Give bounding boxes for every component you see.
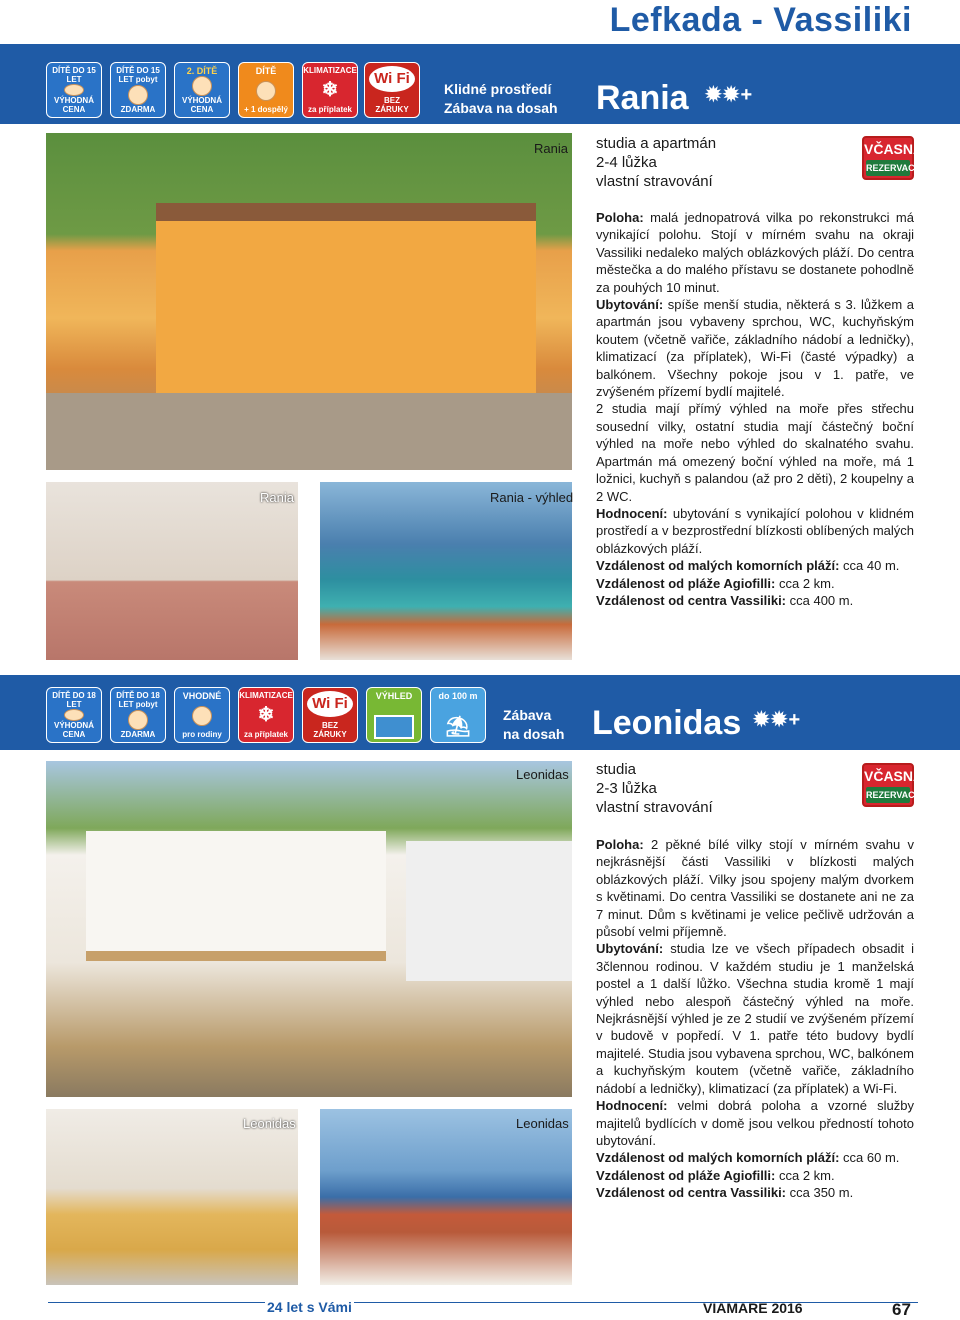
wifi-icon: Wi Fi <box>369 66 415 92</box>
leonidas-caption-main: Leonidas <box>516 767 569 782</box>
rania-caption-main: Rania <box>534 141 568 156</box>
page-title: Lefkada - Vassiliki <box>609 1 912 39</box>
rania-caption-room: Rania <box>260 490 294 505</box>
leonidas-icon-sea-view: VÝHLED <box>366 687 422 743</box>
two-children-icon <box>192 76 212 96</box>
child-adult-icon <box>256 81 276 101</box>
leonidas-desc-ubytovani: Ubytování: studia lze ve všech případech obsadit i 3člennou rodinou. V každém studiu je 1 manželská postel a 1 další lůžko. Všechna studia kromě 1 mají výhled nebo alespoň částečný výhled na moře. Nejkrásnější výhled je ze 2 studií ve zvýšeném přízemí v budově v popředí. V 1. patře této budovy bydlí majitelé. Studia jsou vybavena sprchou, WC, balkónem a kuchyňským koutem (včetně vařiče, základního nádobí a ledničky), klimatizací (za příplatek) a Wi-Fi. <box>596 941 914 1096</box>
beach-umbrella-icon: ⛱ <box>445 716 471 738</box>
page-number: 67 <box>892 1300 911 1319</box>
rania-dist-centre: Vzdálenost od centra Vassiliki: cca 400 m. <box>596 592 854 608</box>
leonidas-icon-child-18-free: DÍTĚ DO 18 LET pobyt ZDARMA <box>110 687 166 743</box>
rania-desc-ubytovani: Ubytování: spíše menší studia, některá s 3. lůžkem a apartmán jsou vybaveny sprchou, WC, kuchyňským koutem (včetně vařiče, základního nádobí a ledničky), klimatizací (za příplatek), Wi-Fi (časté výpadky) a balkónem. Všechny pokoje jsou v 1. patře, ve zvýšeném přízemí bydlí majitelé. <box>596 297 914 400</box>
rania-desc-extra: 2 studia mají přímý výhled na moře přes střechu sousední vilky, ostatní studia mají částečný boční výhled na moře nebo výhled do skalnatého svahu. Apartmán má omezený boční výhled na moře, má 1 ložnici, kuchyň s palandou (až pro 2 děti), 2 koupelny a 2 WC. <box>596 401 914 504</box>
leonidas-hotel-name: Leonidas <box>592 704 742 742</box>
rania-main-photo <box>46 133 572 470</box>
child-face-icon <box>128 85 148 105</box>
footer-brand: VIAMARE 2016 <box>703 1300 803 1316</box>
leonidas-band-text: Zábava na dosah <box>503 707 565 742</box>
footer-slogan: 24 let s Vámi <box>267 1299 352 1315</box>
rania-icon-wifi: Wi Fi BEZ ZÁRUKY <box>364 62 420 118</box>
family-icon <box>192 706 212 726</box>
rania-hotel-name: Rania <box>596 79 689 117</box>
leonidas-caption-room: Leonidas <box>243 1116 296 1131</box>
rania-desc-hodnoceni: Hodnocení: ubytování s vynikající polohou v klidném prostředí a v bezprostřední blízkosti oblíbených malých oblázkových pláží. <box>596 505 914 556</box>
leonidas-desc-hodnoceni: Hodnocení: velmi dobrá poloha a vzorné služby majitelů bydlících v domě jsou velkou předností tohoto ubytování. <box>596 1098 914 1148</box>
leonidas-room-photo <box>46 1109 298 1285</box>
leonidas-dist-centre: Vzdálenost od centra Vassiliki: cca 350 m. <box>596 1185 854 1201</box>
leonidas-icon-wifi: Wi Fi BEZ ZÁRUKY <box>302 687 358 743</box>
leonidas-icon-beach-distance: do 100 m ⛱ <box>430 687 486 743</box>
rania-description <box>596 209 914 609</box>
leonidas-star-rating: ✹✹+ <box>753 709 802 731</box>
leonidas-icon-aircon: KLIMATIZACE ❄ za příplatek <box>238 687 294 743</box>
leonidas-dist-beach: Vzdálenost od malých komorních pláží: cca 60 m. <box>596 1150 900 1166</box>
rania-desc-poloha: Poloha: malá jednopatrová vilka po rekonstrukci má vynikající polohu. Stojí v mírném svahu na okraji Vassiliki nedaleko malých oblázkových pláží. Do centra městečka a do malého přístavu se dostanete pohodlně za pouhých 10 minut. <box>596 210 914 295</box>
child-face-icon <box>128 710 148 730</box>
leonidas-main-photo <box>46 761 572 1097</box>
rania-band-text: Klidné prostředí Zábava na dosah <box>444 81 558 116</box>
leonidas-description <box>596 836 914 1202</box>
rania-icon-second-child: 2. DÍTĚ VÝHODNÁ CENA <box>174 62 230 118</box>
child-face-icon <box>64 709 84 721</box>
sea-view-icon <box>374 715 414 739</box>
leonidas-icon-family: VHODNÉ pro rodiny <box>174 687 230 743</box>
rania-icon-child-15-free: DÍTĚ DO 15 LET pobyt ZDARMA <box>110 62 166 118</box>
rania-dist-agiofilli: Vzdálenost od pláže Agiofilli: cca 2 km. <box>596 575 835 591</box>
leonidas-house2-shape <box>406 841 572 981</box>
rania-view-photo <box>320 482 572 660</box>
snowflake-icon: ❄ <box>321 79 339 101</box>
snowflake-icon: ❄ <box>257 704 275 726</box>
leonidas-early-booking-badge: VČASNÁ REZERVACE <box>862 763 914 807</box>
rania-spec: studia a apartmán 2-4 lůžka vlastní stravování <box>596 135 717 190</box>
rania-icon-child-15-price: DÍTĚ DO 15 LET VÝHODNÁ CENA <box>46 62 102 118</box>
rania-stone-wall <box>46 393 572 470</box>
rania-caption-view: Rania - výhled <box>490 490 574 505</box>
leonidas-dist-agiofilli: Vzdálenost od pláže Agiofilli: cca 2 km. <box>596 1167 835 1183</box>
leonidas-icon-child-18-price: DÍTĚ DO 18 LET VÝHODNÁ CENA <box>46 687 102 743</box>
leonidas-house-shape <box>86 831 386 961</box>
child-face-icon <box>64 84 84 96</box>
rania-icon-child-adult: DÍTĚ + 1 dospělý <box>238 62 294 118</box>
leonidas-desc-poloha: Poloha: 2 pěkné bílé vilky stojí v mírném svahu v nejkrásnější části Vassiliki v blízkosti malých oblázkových pláží. Vilky jsou spojeny malým dvorkem s květinami. Do centra Vassiliki se dostanete ani ne za 7 minut. Dům s květinami je velice pečlivě udržován a působí velmi příjemně. <box>596 837 914 940</box>
rania-early-booking-badge: VČASNÁ REZERVACE <box>862 136 914 180</box>
rania-star-rating: ✹✹+ <box>705 84 754 106</box>
wifi-icon: Wi Fi <box>307 691 353 717</box>
leonidas-view-photo <box>320 1109 572 1285</box>
leonidas-caption-view: Leonidas <box>516 1116 569 1131</box>
rania-room-photo <box>46 482 298 660</box>
rania-house-shape <box>156 203 536 423</box>
rania-dist-beach: Vzdálenost od malých komorních pláží: cca 40 m. <box>596 558 900 574</box>
rania-icon-aircon: KLIMATIZACE ❄ za příplatek <box>302 62 358 118</box>
leonidas-spec: studia 2-3 lůžka vlastní stravování <box>596 761 713 816</box>
